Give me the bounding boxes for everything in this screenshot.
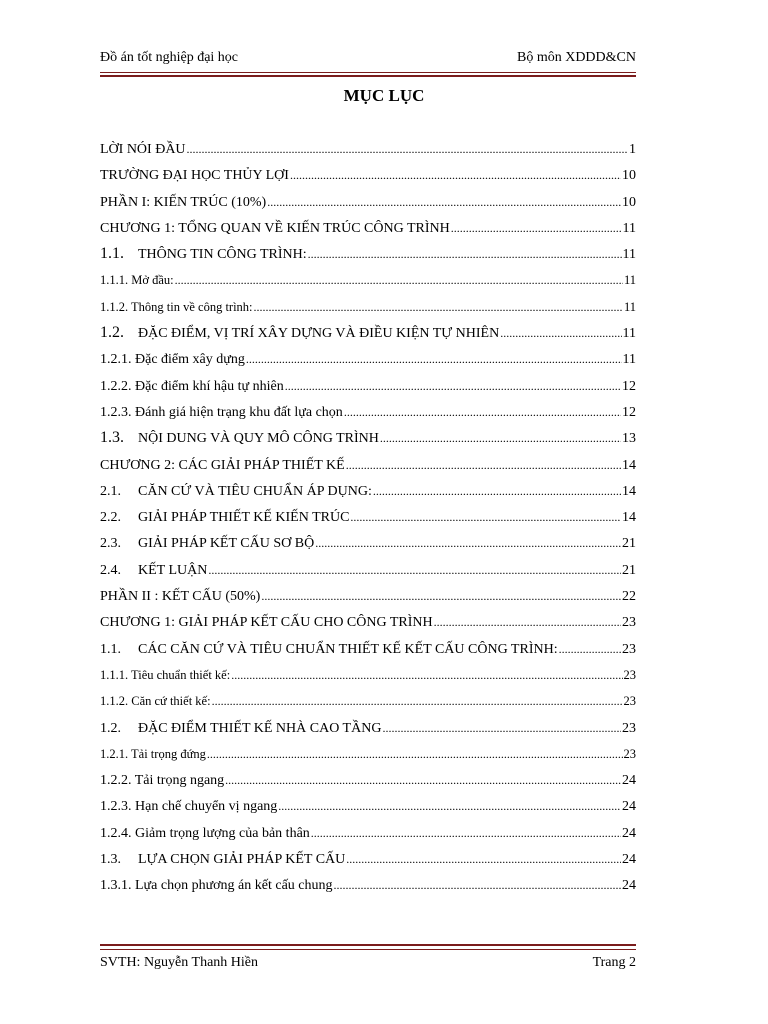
toc-entry-label: 1.2.1. Tải trọng đứng	[100, 746, 206, 761]
toc-page-number: 14	[622, 510, 636, 526]
toc-entry-label: 1.2.4. Giảm trọng lượng của bản thân	[100, 825, 310, 841]
toc-entry[interactable]	[100, 741, 636, 767]
toc-entry[interactable]	[100, 346, 636, 372]
toc-entry-label: KẾT LUẬN	[138, 562, 208, 578]
toc-page-number: 24	[622, 825, 636, 841]
toc-entry-label: CHƯƠNG 1: TỔNG QUAN VỀ KIẾN TRÚC CÔNG TRÌNH	[100, 220, 450, 236]
toc-entry[interactable]	[100, 267, 636, 293]
toc-entry-label: PHẦN II : KẾT CẤU (50%)	[100, 589, 261, 605]
footer-divider-thin	[100, 949, 636, 950]
toc-entry-label: THÔNG TIN CÔNG TRÌNH:	[138, 247, 307, 263]
toc-entry-label: 1.2.2. Đặc điểm khí hậu tự nhiên	[100, 378, 284, 394]
toc-page-number: 1	[629, 142, 636, 157]
toc-page-number: 23	[623, 694, 636, 709]
toc-entry-number: 1.2.	[100, 720, 121, 736]
toc-page-number: 22	[622, 589, 636, 605]
toc-dot-leader	[208, 557, 621, 583]
toc-entry-label: 1.1.2. Căn cứ thiết kế:	[100, 694, 211, 709]
toc-entry-number: 1.2.	[100, 324, 124, 342]
toc-dot-leader	[559, 636, 621, 662]
toc-dot-leader	[246, 346, 622, 372]
toc-dot-leader	[187, 136, 628, 162]
toc-page-number: 24	[622, 773, 636, 789]
toc-entry-label: CĂN CỨ VÀ TIÊU CHUẨN ÁP DỤNG:	[138, 483, 372, 499]
toc-dot-leader	[290, 162, 621, 188]
toc-entry[interactable]	[100, 767, 636, 793]
toc-entry[interactable]	[100, 425, 636, 451]
toc-entry-label: TRƯỜNG ĐẠI HỌC THỦY LỢI	[100, 168, 289, 184]
toc-dot-leader	[308, 241, 622, 267]
toc-dot-leader	[231, 662, 622, 688]
toc-entry-label: ĐẶC ĐIỂM, VỊ TRÍ XÂY DỰNG VÀ ĐIỀU KIỆN TỰ NHIÊN	[138, 326, 500, 342]
toc-entry[interactable]	[100, 872, 636, 898]
toc-dot-leader	[278, 793, 621, 819]
toc-entry-label: 1.2.3. Đánh giá hiện trạng khu đất lựa chọn	[100, 404, 343, 420]
toc-entry[interactable]	[100, 504, 636, 530]
toc-entry-label: 1.1.1. Tiêu chuẩn thiết kế:	[100, 667, 231, 682]
toc-page-number: 12	[622, 404, 636, 420]
footer-left-text: SVTH: Nguyễn Thanh Hiền	[100, 955, 258, 970]
toc-entry-label: 1.2.1. Đặc điểm xây dựng	[100, 352, 245, 368]
toc-entry[interactable]	[100, 820, 636, 846]
toc-page-number: 21	[622, 562, 636, 578]
toc-entry[interactable]	[100, 320, 636, 346]
toc-entry[interactable]	[100, 793, 636, 819]
toc-entry[interactable]	[100, 846, 636, 872]
toc-entry[interactable]	[100, 373, 636, 399]
toc-dot-leader	[380, 425, 621, 451]
toc-page-number: 11	[623, 273, 636, 288]
toc-page-number: 23	[622, 615, 636, 631]
toc-dot-leader	[225, 767, 621, 793]
toc-page-number: 10	[622, 194, 636, 210]
page-title: MỤC LỤC	[343, 86, 425, 105]
toc-dot-leader	[315, 530, 621, 556]
toc-dot-leader	[451, 215, 622, 241]
toc-entry-number: 2.3.	[100, 536, 121, 552]
toc-entry-label: CHƯƠNG 1: GIẢI PHÁP KẾT CẤU CHO CÔNG TRÌNH	[100, 615, 433, 631]
toc-entry[interactable]	[100, 399, 636, 425]
toc-entry[interactable]	[100, 662, 636, 688]
toc-entry-number: 1.1.	[100, 245, 124, 263]
toc-entry[interactable]	[100, 557, 636, 583]
toc-entry-label: 1.1.1. Mở đầu:	[100, 273, 174, 288]
toc-entry[interactable]	[100, 215, 636, 241]
toc-entry-label: ĐẶC ĐIỂM THIẾT KẾ NHÀ CAO TẦNG	[138, 720, 382, 736]
toc-page-number: 23	[623, 746, 636, 761]
toc-entry-label: 1.2.2. Tải trọng ngang	[100, 773, 225, 789]
toc-entry[interactable]	[100, 688, 636, 714]
toc-entry[interactable]	[100, 609, 636, 635]
toc-entry-label: CHƯƠNG 2: CÁC GIẢI PHÁP THIẾT KẾ	[100, 457, 345, 473]
toc-dot-leader	[434, 609, 621, 635]
toc-page-number: 12	[622, 378, 636, 394]
toc-entry[interactable]	[100, 583, 636, 609]
toc-entry-label: 1.3.1. Lựa chọn phương án kết cấu chung	[100, 878, 333, 894]
footer-right-text: Trang 2	[592, 955, 636, 970]
header-divider	[100, 75, 636, 77]
toc-dot-leader	[261, 583, 621, 609]
toc-dot-leader	[254, 294, 623, 320]
toc-entry-number: 1.3.	[100, 852, 121, 868]
toc-entry[interactable]	[100, 478, 636, 504]
page-header	[100, 48, 636, 73]
header-left-text: Đồ án tốt nghiệp đại học	[100, 50, 239, 65]
toc-dot-leader	[212, 688, 623, 714]
toc-page-number: 10	[622, 168, 636, 184]
toc-entry-label: 1.2.3. Hạn chế chuyển vị ngang	[100, 799, 278, 815]
toc-page-number: 23	[622, 720, 636, 736]
toc-page-number: 21	[622, 536, 636, 552]
toc-dot-leader	[350, 504, 621, 530]
toc-entry-number: 2.1.	[100, 483, 121, 499]
toc-page-number: 23	[623, 667, 636, 682]
toc-entry[interactable]	[100, 530, 636, 556]
toc-entry-label: NỘI DUNG VÀ QUY MÔ CÔNG TRÌNH	[138, 431, 379, 447]
header-right-text: Bộ môn XDDD&CN	[516, 50, 636, 65]
toc-page-number: 11	[622, 326, 636, 342]
toc-entry[interactable]	[100, 294, 636, 320]
toc-page-number: 14	[622, 483, 636, 499]
toc-entry-label: CÁC CĂN CỨ VÀ TIÊU CHUẨN THIẾT KẾ KẾT CẤU CÔNG TRÌNH:	[138, 641, 558, 657]
toc-dot-leader	[346, 452, 621, 478]
toc-page-number: 11	[622, 220, 636, 236]
toc-page-number: 13	[622, 431, 636, 447]
toc-entry[interactable]	[100, 636, 636, 662]
toc-entry-number: 2.2.	[100, 510, 121, 526]
toc-dot-leader	[311, 820, 621, 846]
toc-dot-leader	[175, 267, 623, 293]
toc-dot-leader	[285, 373, 621, 399]
toc-page-number: 24	[622, 878, 636, 894]
toc-entry-label: PHẦN I: KIẾN TRÚC (10%)	[100, 194, 267, 210]
toc-dot-leader	[344, 399, 621, 425]
toc-entry-label: LỰA CHỌN GIẢI PHÁP KẾT CẤU	[138, 852, 346, 868]
footer-divider	[100, 944, 636, 946]
toc-entry-number: 2.4.	[100, 562, 121, 578]
toc-entry-number: 1.3.	[100, 429, 124, 447]
toc-dot-leader	[382, 715, 621, 741]
toc-dot-leader	[207, 741, 623, 767]
toc-entry[interactable]	[100, 162, 636, 188]
table-of-contents	[100, 136, 636, 899]
toc-dot-leader	[373, 478, 621, 504]
toc-page-number: 24	[622, 799, 636, 815]
toc-entry-label: GIẢI PHÁP KẾT CẤU SƠ BỘ	[138, 536, 315, 552]
toc-dot-leader	[346, 846, 621, 872]
toc-page-number: 14	[622, 457, 636, 473]
toc-entry[interactable]	[100, 189, 636, 215]
toc-dot-leader	[500, 320, 621, 346]
toc-entry-label: GIẢI PHÁP THIẾT KẾ KIẾN TRÚC	[138, 510, 350, 526]
toc-page-number: 11	[623, 299, 636, 314]
toc-entry[interactable]	[100, 452, 636, 478]
toc-dot-leader	[267, 189, 621, 215]
toc-entry[interactable]	[100, 136, 636, 162]
toc-entry-number: 1.1.	[100, 641, 121, 657]
toc-entry[interactable]	[100, 715, 636, 741]
toc-entry-label: LỜI NÓI ĐẦU	[100, 142, 186, 157]
toc-page-number: 23	[622, 641, 636, 657]
toc-entry-label: 1.1.2. Thông tin về công trình:	[100, 299, 253, 314]
toc-entry[interactable]	[100, 241, 636, 267]
toc-page-number: 11	[622, 247, 636, 263]
toc-page-number: 24	[622, 852, 636, 868]
toc-dot-leader	[334, 872, 621, 898]
toc-page-number: 11	[622, 352, 636, 368]
